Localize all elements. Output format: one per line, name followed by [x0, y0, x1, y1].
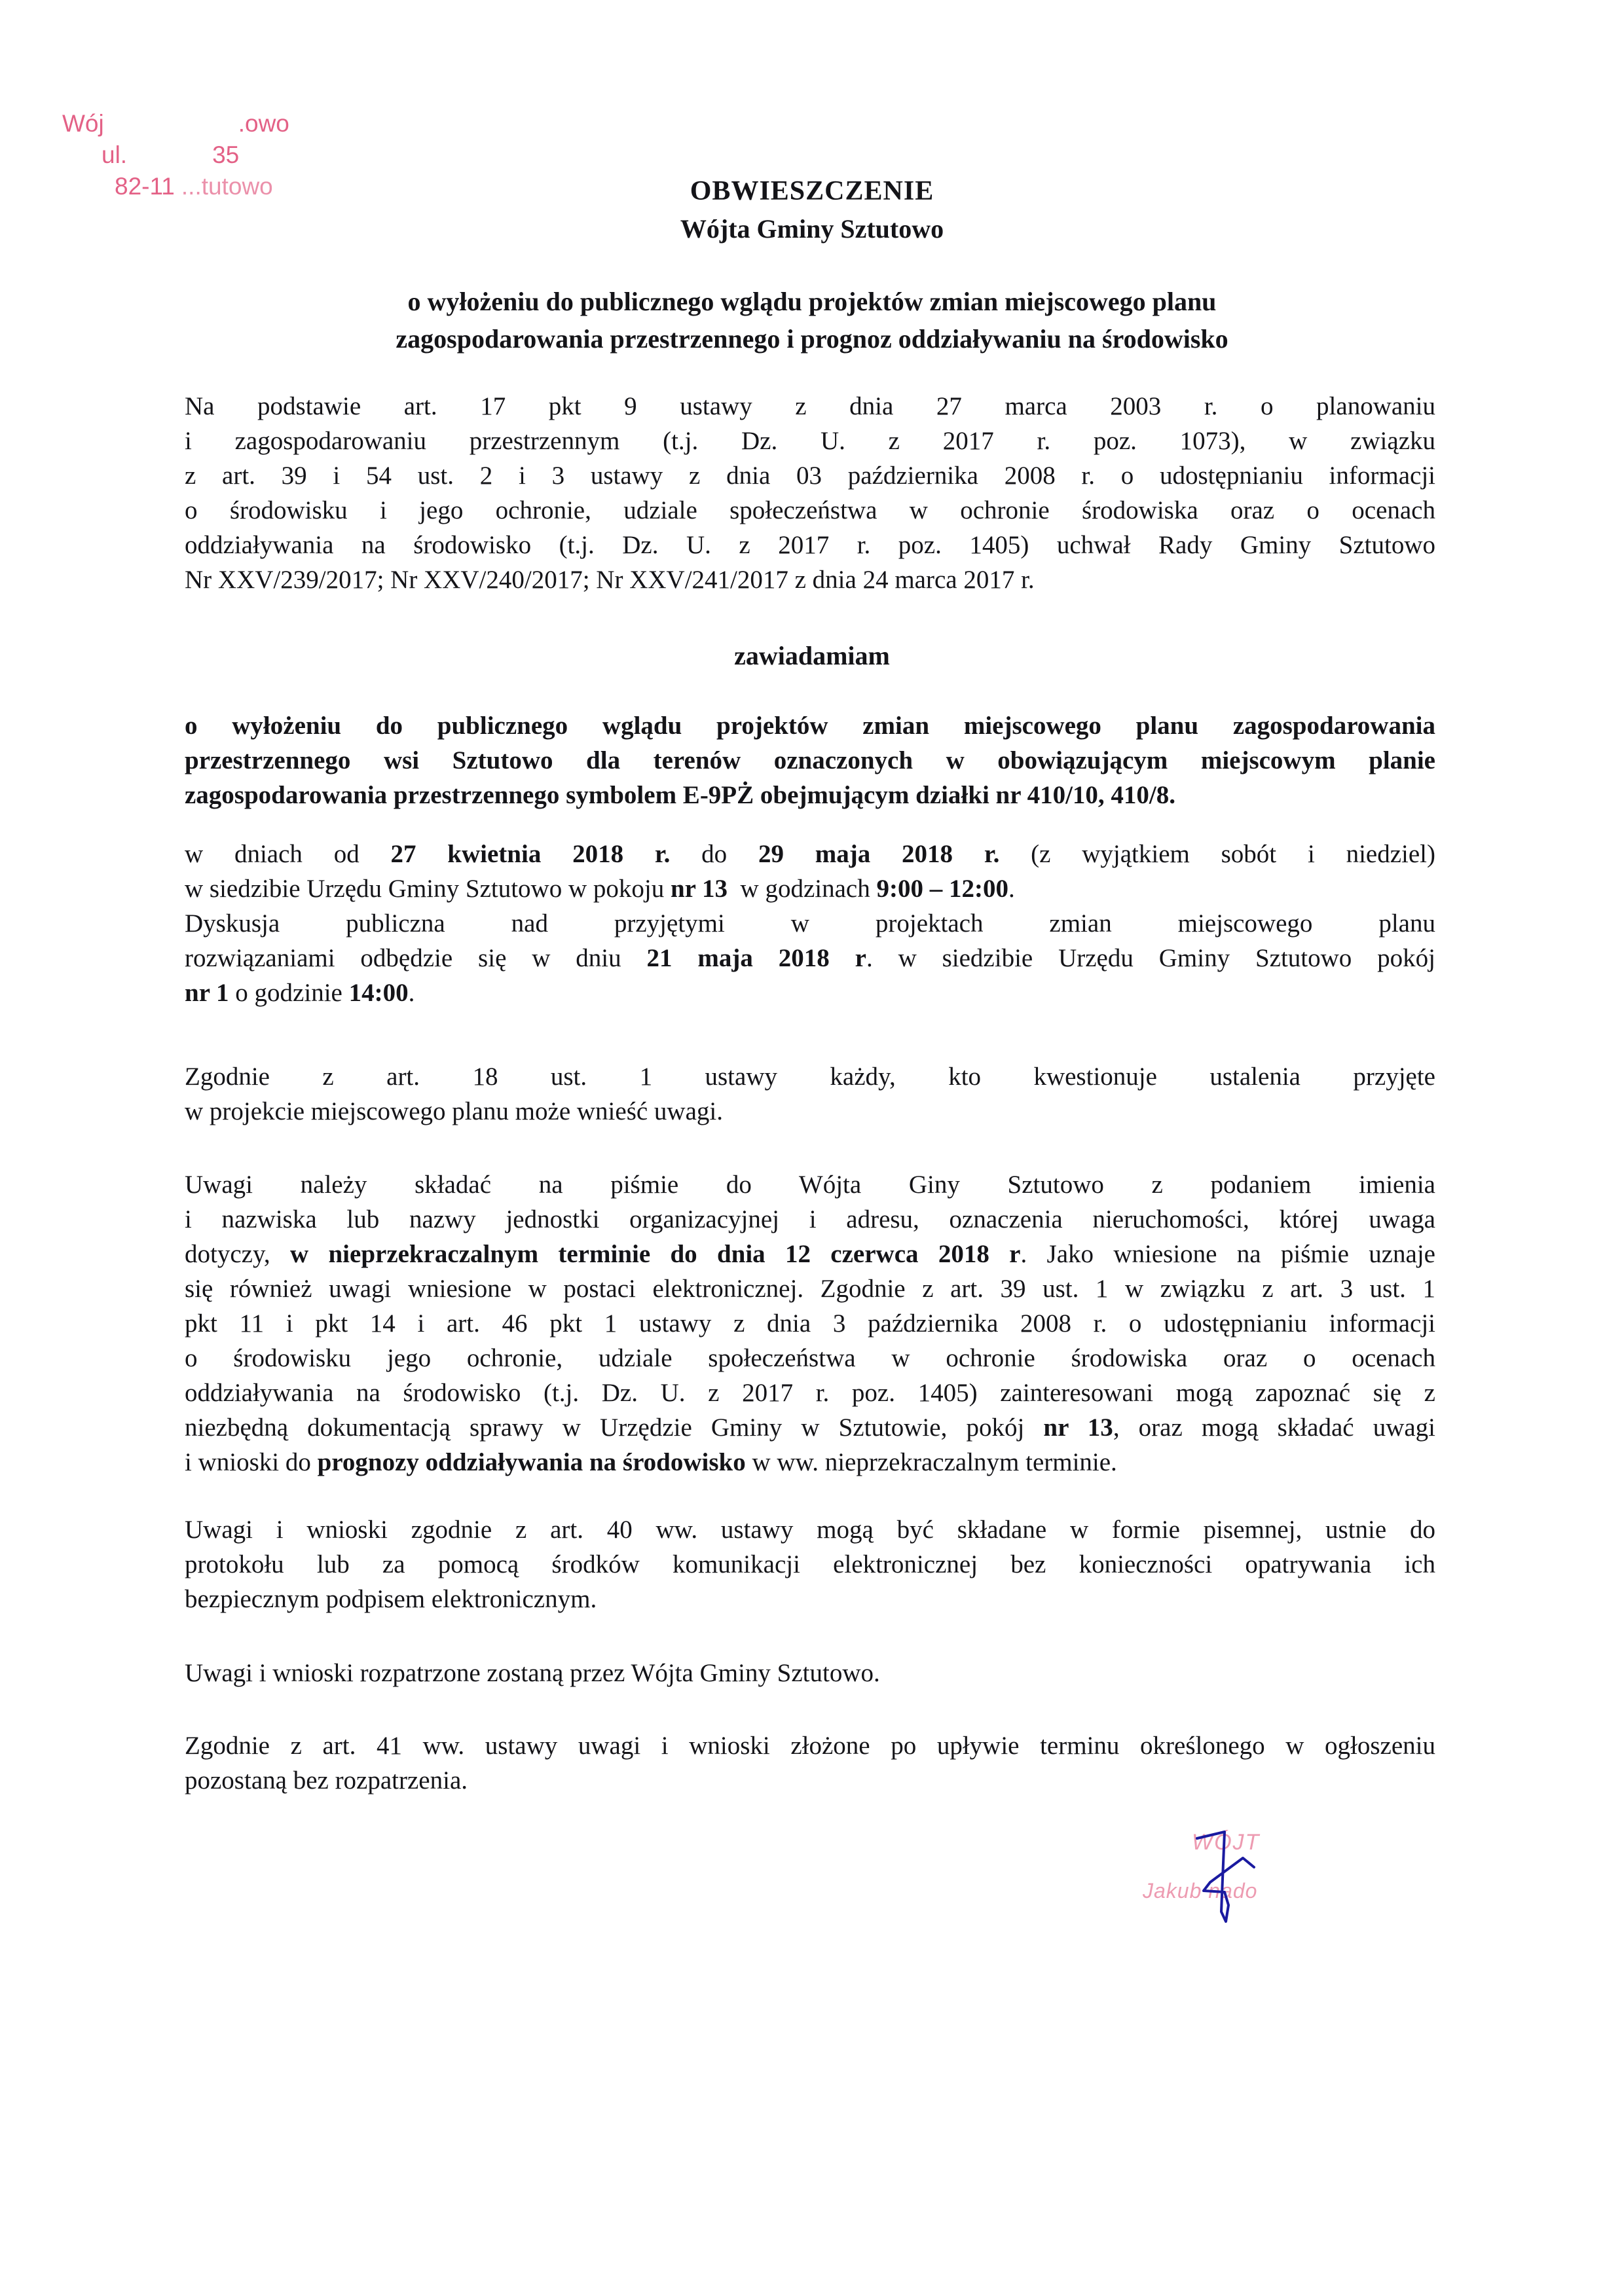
stamp-line1-right: .owo	[238, 110, 289, 137]
subject-line: zagospodarowania przestrzennego i prognoz oddziaływaniu na środowisko	[396, 324, 1228, 354]
text: w siedzibie Urzędu Gminy Sztutowo w pokoju	[185, 875, 671, 903]
paragraph-line	[185, 1410, 1435, 1445]
discussion-time: 14:00	[348, 979, 409, 1007]
paragraph-line: Uwagi należy składać na piśmie do Wójta Giny Sztutowo z podaniem imienia	[185, 1171, 1435, 1199]
stamp-line2-left: ul.	[101, 141, 128, 168]
stamp-line3-left: 82-11	[115, 173, 175, 200]
art40-paragraph	[185, 1512, 1435, 1616]
forecast-label: prognozy oddziaływania na środowisko	[317, 1448, 746, 1476]
paragraph-line: Zgodnie z art. 41 ww. ustawy uwagi i wnioski złożone po upływie terminu określonego w ogłoszeniu	[185, 1732, 1435, 1760]
discussion-room: nr 1	[185, 979, 229, 1007]
remarks-paragraph	[185, 1167, 1435, 1480]
text: .	[408, 979, 415, 1007]
paragraph-line: z art. 39 i 54 ust. 2 i 3 ustawy z dnia 03 października 2008 r. o udostępnianiu informacji	[185, 462, 1435, 490]
signature-stamp-name: Jakub nado	[1143, 1879, 1258, 1903]
notify-heading: zawiadamiam	[734, 641, 890, 670]
art18-paragraph	[185, 1059, 1435, 1129]
text: (z wyjątkiem sobót i niedziel)	[999, 840, 1435, 868]
paragraph-line: Uwagi i wnioski zgodnie z art. 40 ww. ustawy mogą być składane w formie pisemnej, ustnie do	[185, 1516, 1435, 1544]
stamp-line1-left: Wój	[62, 110, 104, 137]
paragraph-line	[185, 941, 1435, 975]
paragraph-line: bezpiecznym podpisem elektronicznym.	[185, 1585, 597, 1613]
paragraph-line: Nr XXV/239/2017; Nr XXV/240/2017; Nr XXV/241/2017 z dnia 24 marca 2017 r.	[185, 566, 1035, 594]
document-subject	[170, 283, 1454, 357]
paragraph-line: oddziaływania na środowisko (t.j. Dz. U. z 2017 r. poz. 1405) uchwał Rady Gminy Sztutowo	[185, 531, 1435, 559]
stamp-line3-right: ...tutowo	[181, 173, 273, 200]
notice-paragraph	[185, 708, 1435, 812]
text: i wnioski do	[185, 1448, 318, 1476]
office-hours: 9:00 – 12:00	[876, 875, 1008, 903]
dates-paragraph	[185, 837, 1435, 1010]
text: w godzinach	[728, 875, 877, 903]
subject-line: o wyłożeniu do publicznego wglądu projektów zmian miejscowego planu	[407, 287, 1217, 316]
paragraph-line	[185, 1237, 1435, 1271]
text: . w siedzibie Urzędu Gminy Sztutowo pokój	[866, 944, 1435, 972]
text: , oraz mogą składać uwagi	[1113, 1413, 1436, 1442]
legal-basis-paragraph	[185, 389, 1435, 597]
paragraph-line	[185, 837, 1435, 871]
handwritten-signature-icon	[1126, 1813, 1375, 1931]
text: do	[670, 840, 758, 868]
paragraph-line: oddziaływania na środowisko (t.j. Dz. U. z 2017 r. poz. 1405) zainteresowani mogą zapoznać się z	[185, 1379, 1435, 1407]
paragraph-line: Uwagi i wnioski rozpatrzone zostaną przez Wójta Gminy Sztutowo.	[185, 1659, 880, 1687]
room-number: nr 13	[670, 875, 728, 903]
paragraph-line: przestrzennego wsi Sztutowo dla terenów oznaczonych w obowiązującym miejscowym planie	[185, 746, 1435, 774]
deadline: w nieprzekraczalnym terminie do dnia 12 czerwca 2018 r	[290, 1240, 1021, 1268]
signature-block	[1126, 1813, 1375, 1925]
paragraph-line: pozostaną bez rozpatrzenia.	[185, 1766, 468, 1795]
paragraph-line: o środowisku jego ochronie, udziale społeczeństwa w ochronie środowiska oraz o ocenach	[185, 1344, 1435, 1372]
text: w dniach od	[185, 840, 391, 868]
text: rozwiązaniami odbędzie się w dniu	[185, 944, 647, 972]
text: niezbędną dokumentacją sprawy w Urzędzie Gminy w Sztutowie, pokój	[185, 1413, 1044, 1442]
signature-stamp-role: WÓJT	[1192, 1830, 1261, 1855]
exhibition-start-date: 27 kwietnia 2018 r.	[390, 840, 671, 868]
room-number: nr 13	[1043, 1413, 1113, 1442]
paragraph-line: Zgodnie z art. 18 ust. 1 ustawy każdy, kto kwestionuje ustalenia przyjęte	[185, 1063, 1435, 1091]
stamp-line2-right: 35	[212, 141, 240, 168]
exhibition-end-date: 29 maja 2018 r.	[758, 840, 1000, 868]
paragraph-line	[185, 871, 1435, 906]
document-title: OBWIESZCZENIE	[690, 176, 934, 206]
document-subtitle: Wójta Gminy Sztutowo	[680, 214, 944, 244]
paragraph-line: i nazwiska lub nazwy jednostki organizacyjnej i adresu, oznaczenia nieruchomości, której uwaga	[185, 1205, 1435, 1233]
paragraph-line: o wyłożeniu do publicznego wglądu projektów zmian miejscowego planu zagospodarowania	[185, 712, 1435, 740]
text: dotyczy,	[185, 1240, 290, 1268]
paragraph-line: zagospodarowania przestrzennego symbolem E-9PŻ obejmującym działki nr 410/10, 410/8.	[185, 781, 1176, 809]
paragraph-line: Dyskusja publiczna nad przyjętymi w projektach zmian miejscowego planu	[185, 909, 1435, 938]
text: w ww. nieprzekraczalnym terminie.	[745, 1448, 1117, 1476]
paragraph-line: Na podstawie art. 17 pkt 9 ustawy z dnia 27 marca 2003 r. o planowaniu	[185, 392, 1435, 420]
text: . Jako wniesione na piśmie uznaje	[1020, 1240, 1435, 1268]
text: .	[1008, 875, 1015, 903]
paragraph-line: się również uwagi wniesione w postaci elektronicznej. Zgodnie z art. 39 ust. 1 w związku z art. 3 ust. 1	[185, 1275, 1435, 1303]
paragraph-line: o środowisku i jego ochronie, udziale społeczeństwa w ochronie środowiska oraz o ocenach	[185, 496, 1435, 524]
text: o godzinie	[229, 979, 349, 1007]
paragraph-line: pkt 11 i pkt 14 i art. 46 pkt 1 ustawy z dnia 3 października 2008 r. o udostępnianiu informacji	[185, 1309, 1435, 1338]
art41-paragraph	[185, 1728, 1435, 1798]
paragraph-line: i zagospodarowaniu przestrzennym (t.j. Dz. U. z 2017 r. poz. 1073), w związku	[185, 427, 1435, 455]
paragraph-line	[185, 1445, 1435, 1480]
discussion-date: 21 maja 2018 r	[646, 944, 866, 972]
paragraph-line	[185, 975, 1435, 1010]
paragraph-line: w projekcie miejscowego planu może wnieść uwagi.	[185, 1097, 723, 1125]
considered-paragraph	[185, 1656, 1435, 1690]
paragraph-line: protokołu lub za pomocą środków komunikacji elektronicznej bez konieczności opatrywania ich	[185, 1550, 1435, 1578]
